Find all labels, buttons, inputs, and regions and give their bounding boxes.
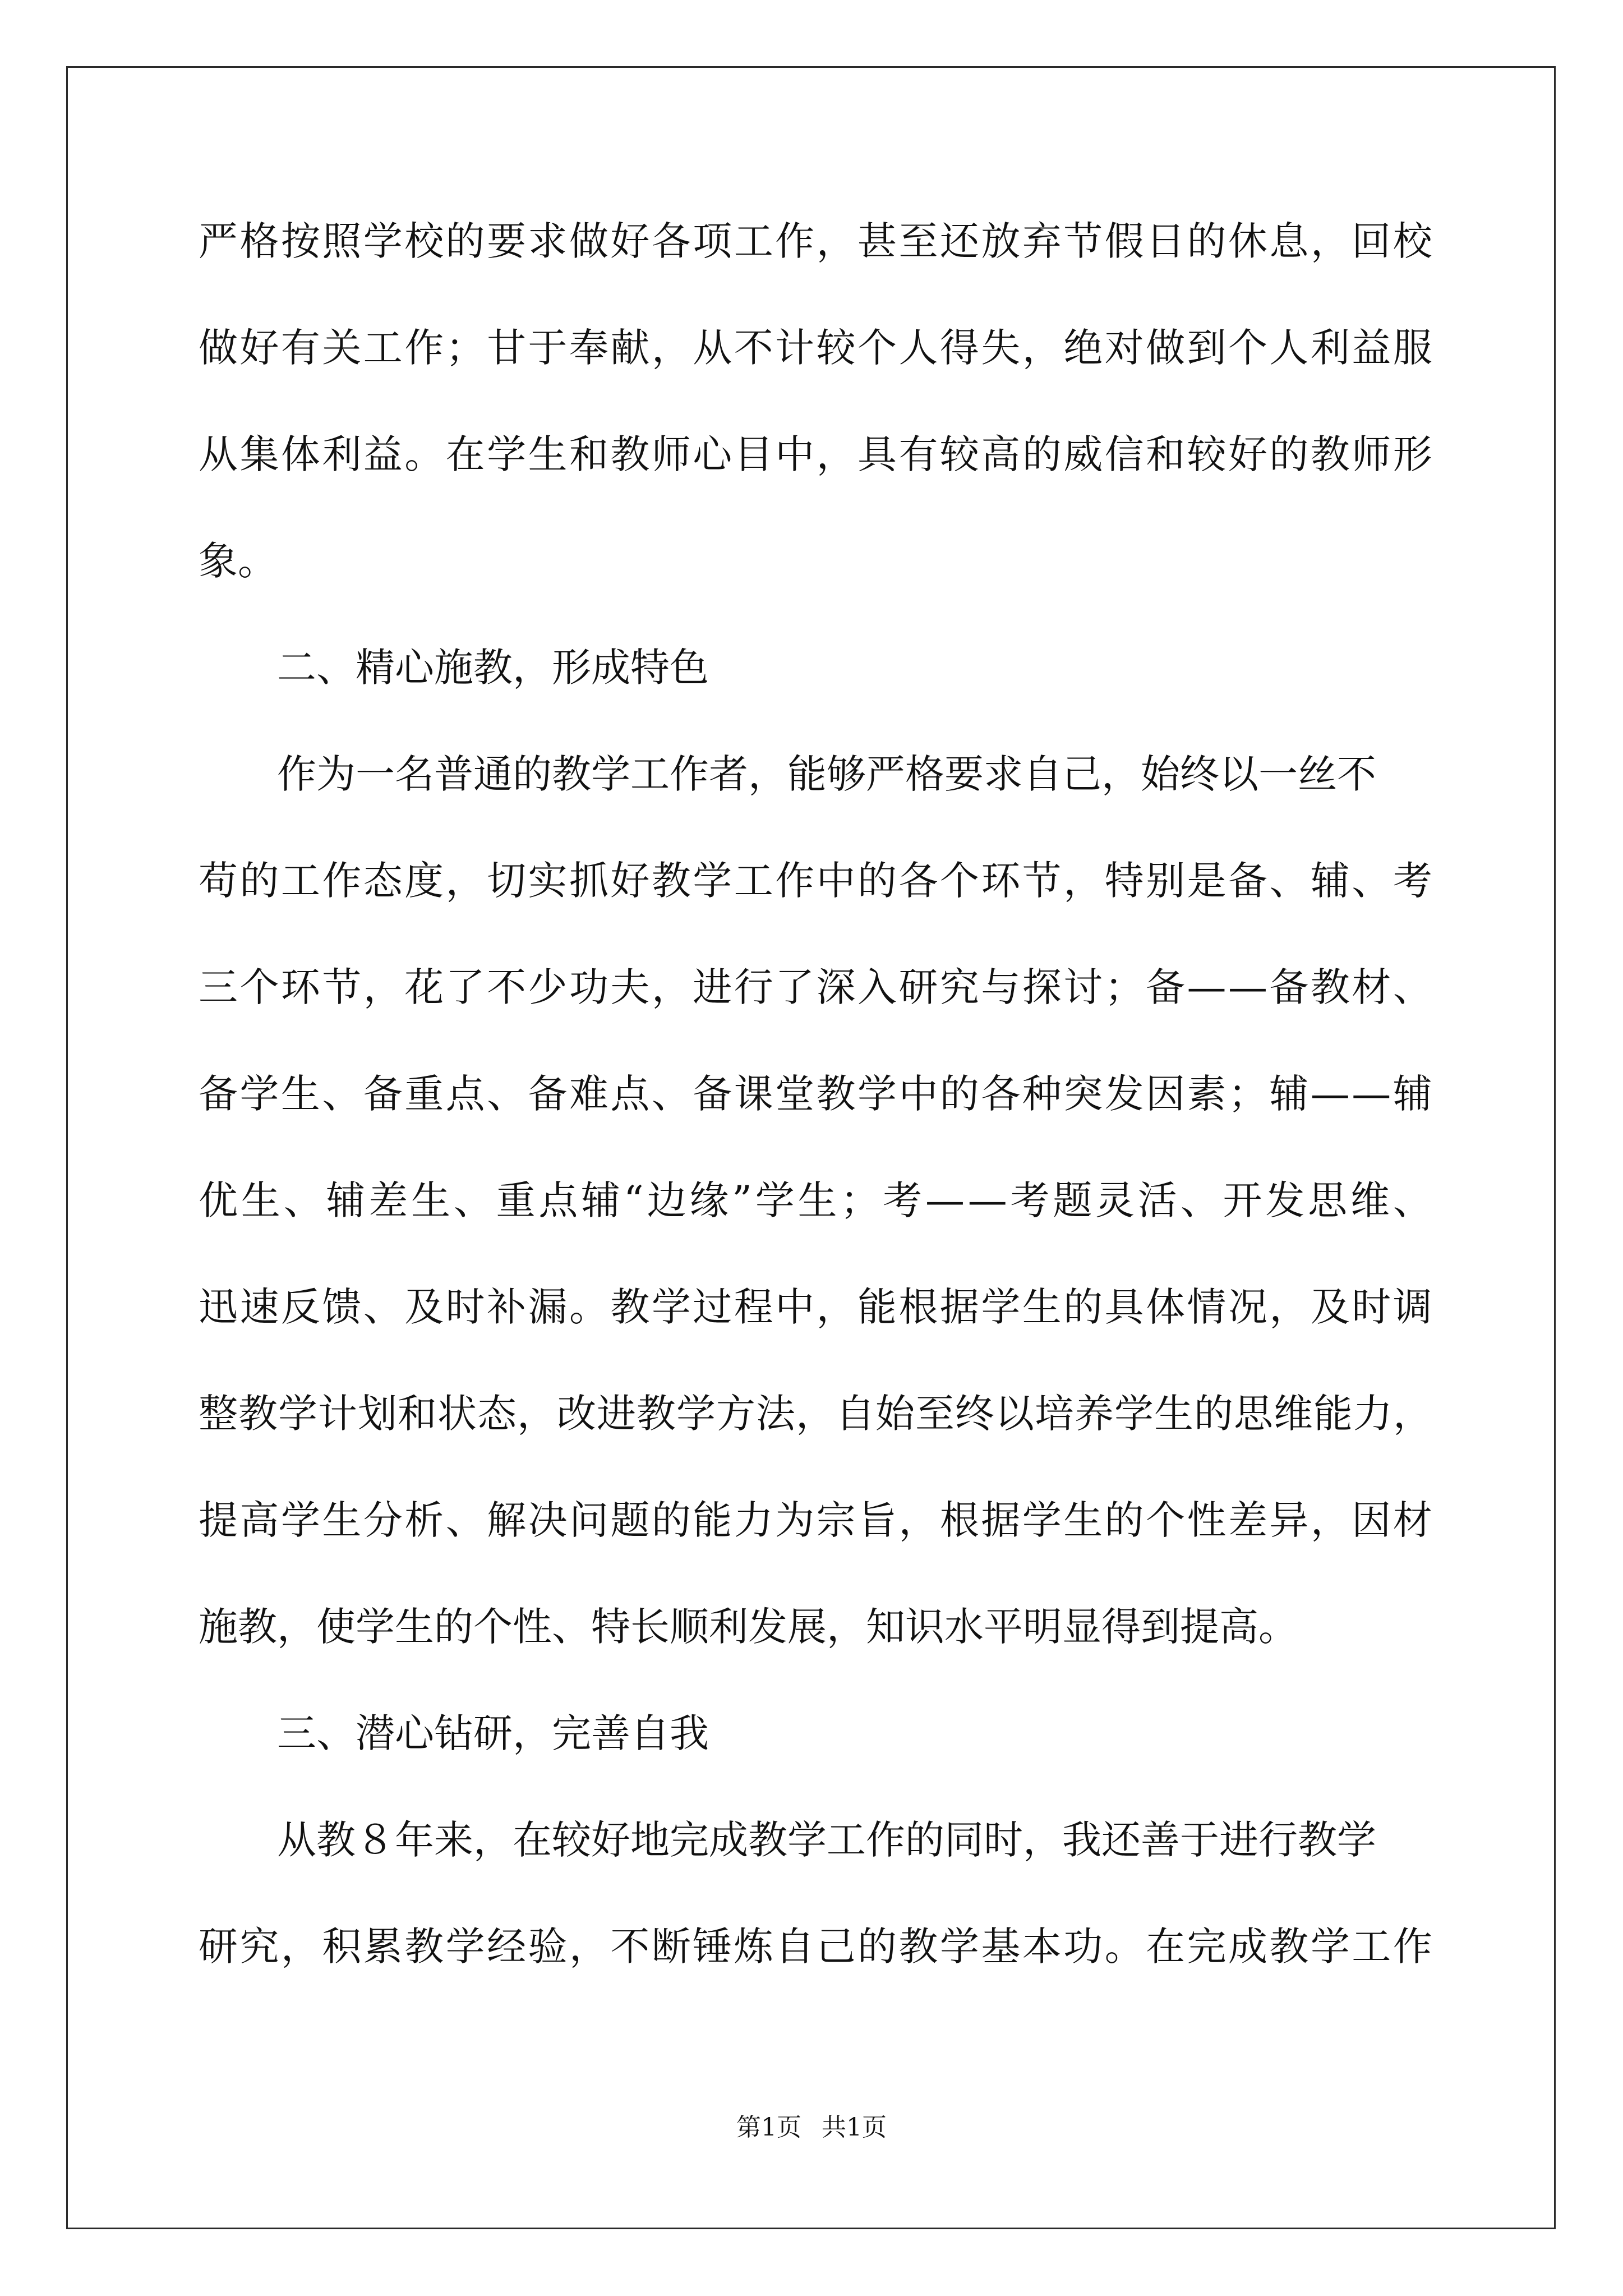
text-line-8: 三 个 环 节 ， 花 了 不 少 功 夫 ， 进 行 了 深 入 研 究 与 探 讨 ； 备 — — 备 教 材 、 [199, 964, 1432, 1010]
text-line-7: 苟 的 工 作 态 度 ， 切 实 抓 好 教 学 工 作 中 的 各 个 环 节 ， 特 别 是 备 、 辅 、 考 [199, 858, 1432, 904]
text-line-9: 备 学 生 、 备 重 点 、 备 难 点 、 备 课 堂 教 学 中 的 各 种 突 发 因 素 ； 辅 — — 辅 [199, 1071, 1432, 1117]
text-line-6: 作为一名普通的教学工作者，能够严格要求自己，始终以一丝不 [277, 751, 1376, 797]
text-line-16: 从教８年来，在较好地完成教学工作的同时，我还善于进行教学 [277, 1817, 1376, 1863]
section-heading-2: 二、精心施教，形成特色 [277, 645, 709, 691]
text-line-11: 迅 速 反 馈 、 及 时 补 漏 。 教 学 过 程 中 ， 能 根 据 学 生 的 具 体 情 况 ， 及 时 调 [199, 1284, 1432, 1330]
text-line-1: 严 格 按 照 学 校 的 要 求 做 好 各 项 工 作 ， 甚 至 还 放 弃 节 假 日 的 休 息 ， 回 校 [199, 218, 1432, 264]
text-line-13: 提 高 学 生 分 析 、 解 决 问 题 的 能 力 为 宗 旨 ， 根 据 学 生 的 个 性 差 异 ， 因 材 [199, 1497, 1432, 1543]
text-line-10: 优 生 、 辅 差 生 、 重 点 辅 “ 边 缘 ” 学 生 ； 考 — — 考 题 灵 活 、 开 发 思 维 、 [199, 1177, 1432, 1223]
text-line-14: 施教，使学生的个性、特长顺利发展，知识水平明显得到提高。 [199, 1604, 1298, 1650]
text-line-4: 象。 [199, 538, 277, 584]
text-line-17: 研 究 ， 积 累 教 学 经 验 ， 不 断 锤 炼 自 己 的 教 学 基 本 功 。 在 完 成 教 学 工 作 [199, 1924, 1432, 1970]
text-line-2: 做 好 有 关 工 作 ； 甘 于 奉 献 ， 从 不 计 较 个 人 得 失 ， 绝 对 做 到 个 人 利 益 服 [199, 325, 1432, 371]
page-number: 第1页 [736, 2113, 801, 2142]
section-heading-3: 三、潜心钻研，完善自我 [277, 1710, 709, 1756]
page-footer [0, 2111, 1623, 2145]
page-total: 共1页 [822, 2113, 887, 2142]
text-line-12: 整 教 学 计 划 和 状 态 ， 改 进 教 学 方 法 ， 自 始 至 终 以 培 养 学 生 的 思 维 能 力 ， [199, 1391, 1432, 1437]
text-line-3: 从 集 体 利 益 。 在 学 生 和 教 师 心 目 中 ， 具 有 较 高 的 威 信 和 较 好 的 教 师 形 [199, 431, 1432, 477]
